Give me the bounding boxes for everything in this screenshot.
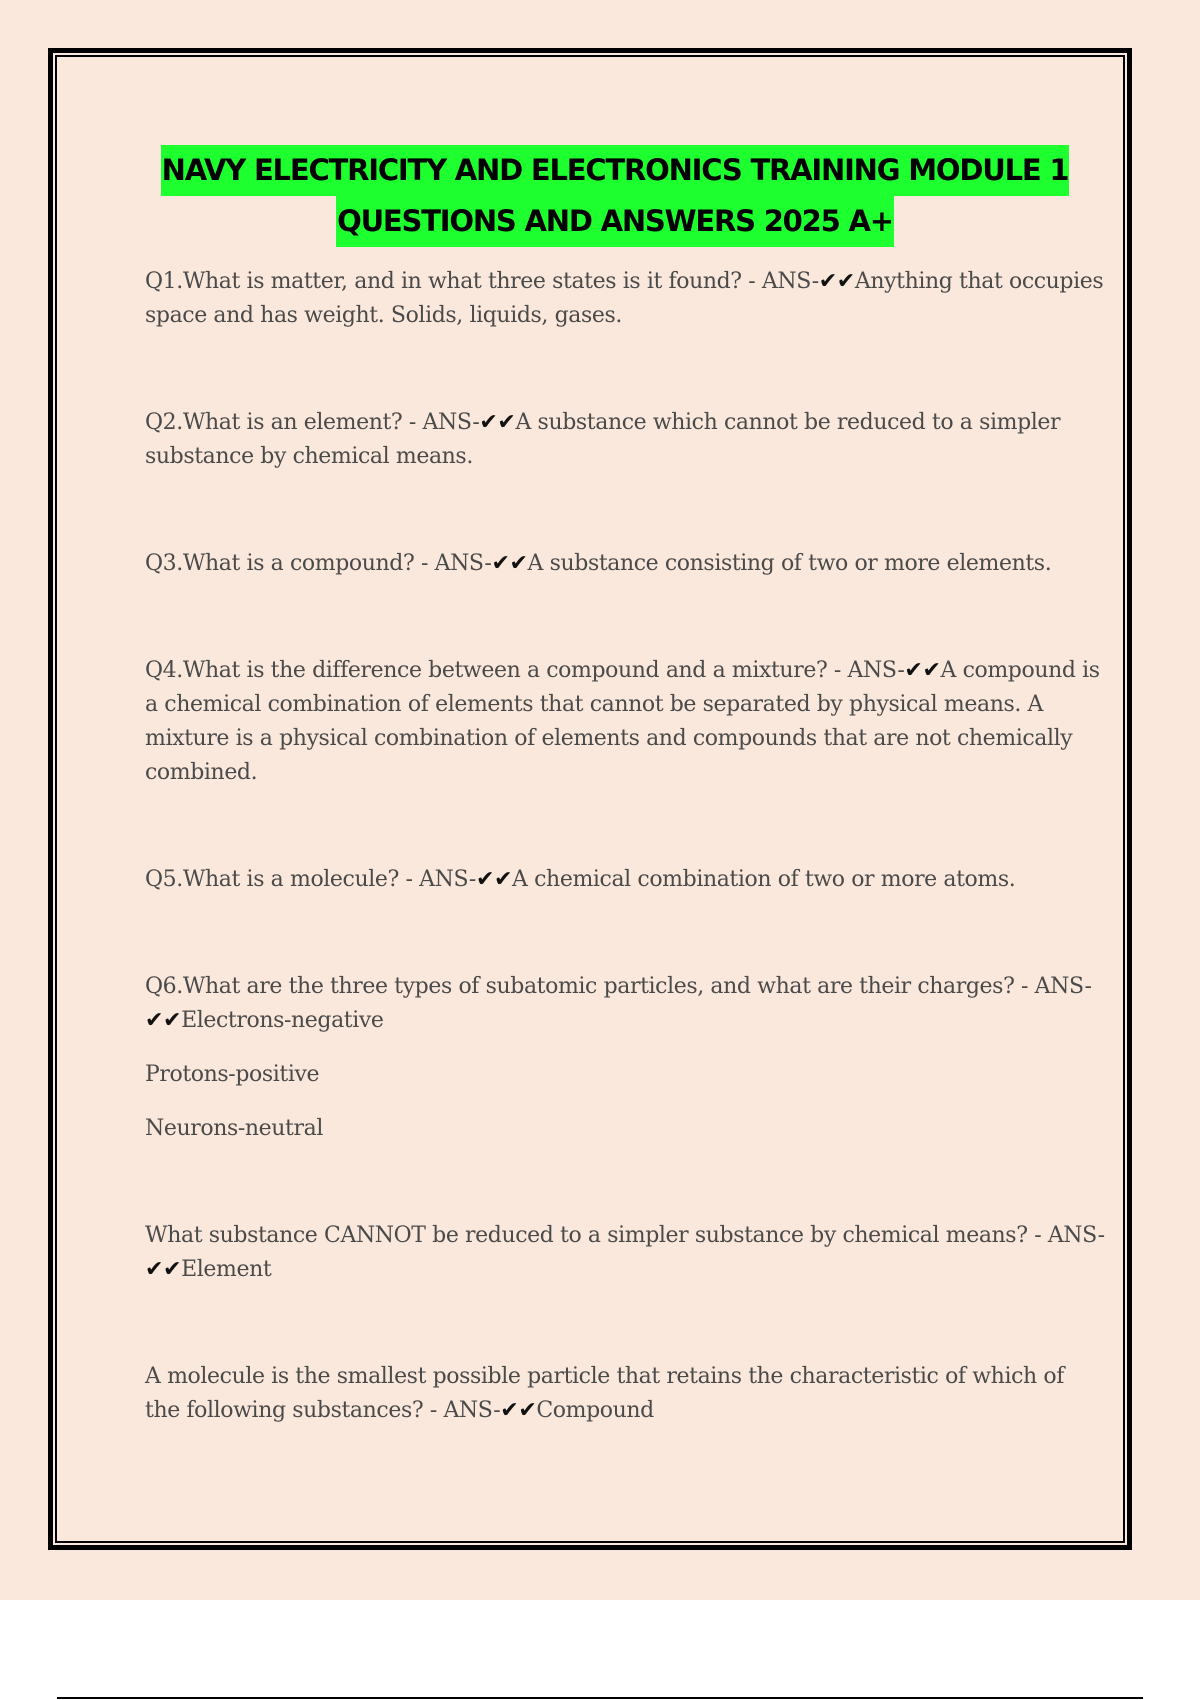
qa-item-5 xyxy=(145,863,1105,897)
checkmark-icon: ✔✔ xyxy=(475,867,513,892)
qa-content xyxy=(145,265,1105,1428)
question-text: Q4.What is the difference between a compound and a mixture? - ANS- xyxy=(145,658,905,683)
question-text: Q1.What is matter, and in what three states is it found? - ANS- xyxy=(145,269,819,294)
question-text: A molecule is the smallest possible particle that retains the characteristic of which of the following substances? - ANS- xyxy=(145,1364,1064,1423)
qa-item-6 xyxy=(145,970,1105,1038)
title-line-1: NAVY ELECTRICITY AND ELECTRONICS TRAINING MODULE 1 xyxy=(161,145,1070,196)
qa-item-2 xyxy=(145,406,1105,474)
answer-text: Electrons-negative xyxy=(181,1008,384,1033)
qa-item-8 xyxy=(145,1360,1105,1428)
answer-text: A chemical combination of two or more atoms. xyxy=(512,867,1016,892)
question-text: Q6.What are the three types of subatomic particles, and what are their charges? - ANS- xyxy=(145,974,1092,999)
qa-item-7 xyxy=(145,1219,1105,1287)
title-line-2: QUESTIONS AND ANSWERS 2025 A+ xyxy=(336,196,894,247)
question-text: Q3.What is a compound? - ANS- xyxy=(145,551,492,576)
answer-text: A substance which cannot be reduced to a simpler substance by chemical means. xyxy=(145,410,1061,469)
checkmark-icon: ✔✔ xyxy=(491,551,528,576)
question-text: What substance CANNOT be reduced to a simpler substance by chemical means? - ANS- xyxy=(145,1223,1105,1248)
answer-text: A compound is a chemical combination of elements that cannot be separated by physical means. A mixture is a physical combination of elements and compounds that are not chemically combined. xyxy=(145,658,1100,785)
checkmark-icon: ✔✔ xyxy=(500,1398,537,1423)
qa-item-1 xyxy=(145,265,1105,333)
question-text: Q2.What is an element? - ANS- xyxy=(145,410,480,435)
qa-item-4 xyxy=(145,654,1105,790)
qa-item-6-line-3: Neurons-neutral xyxy=(145,1116,323,1141)
document-title xyxy=(60,145,1170,247)
checkmark-icon: ✔✔ xyxy=(145,1257,182,1282)
qa-item-6-line-2: Protons-positive xyxy=(145,1062,320,1087)
checkmark-icon: ✔✔ xyxy=(904,658,941,683)
answer-text: Compound xyxy=(536,1398,654,1423)
qa-item-3 xyxy=(145,547,1105,581)
footer-divider xyxy=(57,1697,1143,1699)
answer-text: A substance consisting of two or more elements. xyxy=(527,551,1052,576)
checkmark-icon: ✔✔ xyxy=(818,269,855,294)
answer-text: Anything that occupies space and has weight. Solids, liquids, gases. xyxy=(145,269,1104,328)
checkmark-icon: ✔✔ xyxy=(479,410,516,435)
answer-text: Element xyxy=(181,1257,272,1282)
checkmark-icon: ✔✔ xyxy=(145,1008,182,1033)
question-text: Q5.What is a molecule? - ANS- xyxy=(145,867,476,892)
